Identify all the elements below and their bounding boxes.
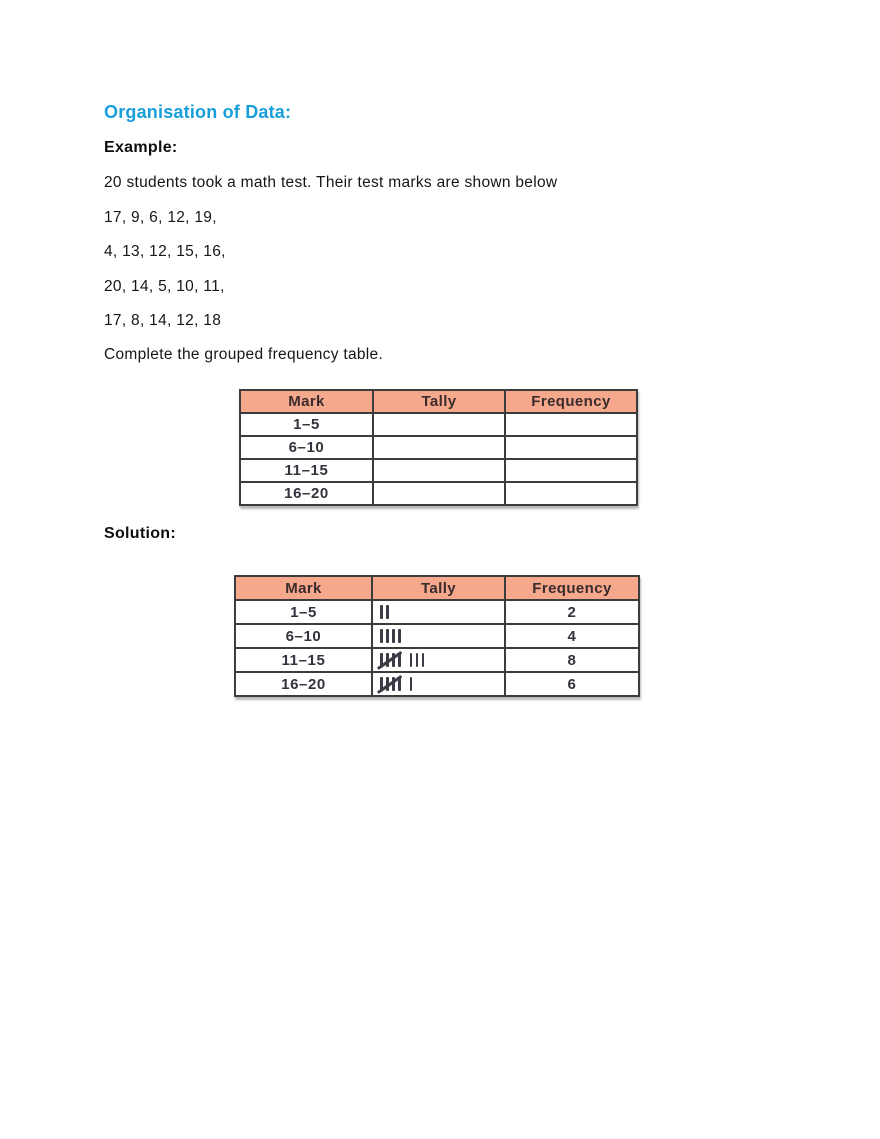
tally-marks — [373, 601, 504, 623]
column-header-mark: Mark — [240, 390, 373, 413]
tally-marks — [373, 649, 504, 671]
mark-cell: 16–20 — [240, 482, 373, 505]
frequency-cell — [505, 436, 637, 459]
tally-tick — [380, 677, 383, 691]
tally-group-five — [380, 653, 401, 667]
tally-tick — [422, 653, 425, 667]
tally-tick — [386, 677, 389, 691]
marks-line-2: 4, 13, 12, 15, 16, — [104, 243, 226, 260]
tally-tick — [392, 629, 395, 643]
tally-tick — [380, 605, 383, 619]
frequency-cell: 2 — [505, 600, 639, 624]
tally-tick — [410, 653, 413, 667]
page-title: Organisation of Data: — [104, 102, 292, 122]
column-header-mark: Mark — [235, 576, 372, 600]
frequency-cell — [505, 413, 637, 436]
intro-text: 20 students took a math test. Their test marks are shown below — [104, 174, 558, 191]
frequency-cell: 4 — [505, 624, 639, 648]
frequency-cell — [505, 459, 637, 482]
marks-line-3: 20, 14, 5, 10, 11, — [104, 278, 225, 295]
tally-tick — [398, 677, 401, 691]
column-header-tally: Tally — [373, 390, 505, 413]
tally-group — [380, 629, 401, 643]
column-header-frequency: Frequency — [505, 576, 639, 600]
tally-tick — [386, 629, 389, 643]
tally-tick — [398, 629, 401, 643]
mark-cell: 16–20 — [235, 672, 372, 696]
blank-frequency-table — [239, 389, 638, 506]
tally-group-five — [380, 677, 401, 691]
tally-cell — [373, 482, 505, 505]
tally-cell — [372, 624, 505, 648]
mark-cell: 1–5 — [235, 600, 372, 624]
table-row — [240, 482, 637, 505]
tally-tick — [380, 653, 383, 667]
tally-tick — [392, 653, 395, 667]
column-header-frequency: Frequency — [505, 390, 637, 413]
column-header-tally: Tally — [372, 576, 505, 600]
table-row — [235, 600, 639, 624]
complete-prompt: Complete the grouped frequency table. — [104, 346, 384, 363]
mark-cell: 11–15 — [235, 648, 372, 672]
tally-group — [410, 653, 425, 667]
content-box — [96, 96, 784, 767]
mark-cell: 6–10 — [240, 436, 373, 459]
marks-line-4: 17, 8, 14, 12, 18 — [104, 312, 222, 329]
table-row — [240, 459, 637, 482]
tally-cell — [373, 459, 505, 482]
tally-group — [380, 605, 389, 619]
mark-cell: 11–15 — [240, 459, 373, 482]
table-row — [235, 648, 639, 672]
tally-tick — [398, 653, 401, 667]
tally-tick — [416, 653, 419, 667]
example-label: Example: — [104, 139, 178, 156]
tally-tick — [386, 653, 389, 667]
tally-marks — [373, 625, 504, 647]
solution-frequency-table — [234, 575, 640, 697]
table-header-row — [235, 576, 639, 600]
tally-tick — [392, 677, 395, 691]
tally-cell — [372, 672, 505, 696]
tally-group — [410, 677, 413, 691]
table-row — [240, 436, 637, 459]
table-header-row — [240, 390, 637, 413]
frequency-cell: 6 — [505, 672, 639, 696]
tally-tick — [410, 677, 413, 691]
table-row — [235, 624, 639, 648]
tally-cell — [373, 436, 505, 459]
frequency-cell: 8 — [505, 648, 639, 672]
tally-cell — [372, 600, 505, 624]
mark-cell: 1–5 — [240, 413, 373, 436]
mark-cell: 6–10 — [235, 624, 372, 648]
tally-cell — [372, 648, 505, 672]
tally-marks — [373, 673, 504, 695]
tally-cell — [373, 413, 505, 436]
frequency-cell — [505, 482, 637, 505]
tally-tick — [386, 605, 389, 619]
table-row — [240, 413, 637, 436]
table-row — [235, 672, 639, 696]
marks-line-1: 17, 9, 6, 12, 19, — [104, 209, 217, 226]
solution-label: Solution: — [104, 525, 177, 542]
tally-tick — [380, 629, 383, 643]
